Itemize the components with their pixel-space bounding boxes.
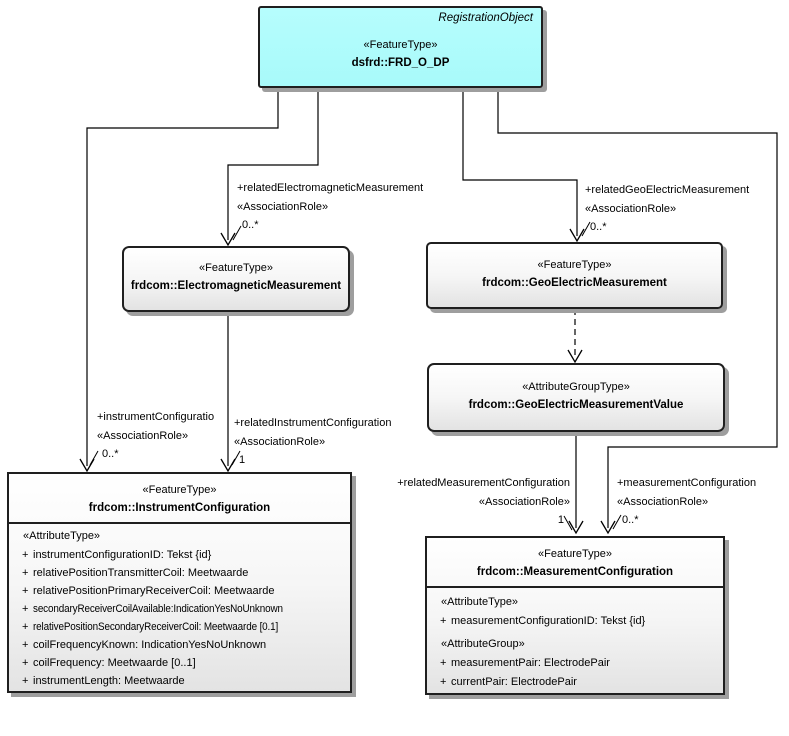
attribute-text: relativePositionTransmitterCoil: Meetwaarde bbox=[33, 567, 249, 579]
role-stereotype: «AssociationRole» bbox=[478, 495, 570, 508]
class-name: frdcom::GeoElectricMeasurement bbox=[482, 277, 667, 289]
attribute-row bbox=[9, 672, 348, 690]
attribute-text: relativePositionPrimaryReceiverCoil: Meetwaarde bbox=[33, 585, 275, 597]
class-box-instrumentconfiguration[interactable] bbox=[7, 472, 352, 693]
visibility-marker: + bbox=[440, 615, 447, 627]
role-name: +relatedGeoElectricMeasurement bbox=[585, 184, 750, 196]
stereotype-label: «FeatureType» bbox=[537, 259, 612, 271]
stereotype-label: «FeatureType» bbox=[199, 262, 273, 274]
class-box-electromagneticmeasurement[interactable] bbox=[122, 246, 350, 312]
role-name: +measurementConfiguration bbox=[617, 477, 757, 489]
role-stereotype: «AssociationRole» bbox=[97, 429, 189, 442]
class-header bbox=[427, 538, 723, 588]
role-name: +relatedMeasurementConfiguration bbox=[397, 477, 570, 489]
role-name: +relatedInstrumentConfiguration bbox=[234, 417, 392, 429]
class-header bbox=[9, 474, 350, 524]
visibility-marker: + bbox=[22, 675, 29, 687]
multiplicity: 1 bbox=[239, 454, 246, 466]
assoc-label-related-electromagnetic-measurement[interactable] bbox=[237, 179, 423, 235]
class-name: dsfrd::FRD_O_DP bbox=[351, 57, 450, 69]
attribute-text: secondaryReceiverCoilAvailable:IndicationYesNoUnknown bbox=[33, 603, 283, 615]
role-stereotype: «AssociationRole» bbox=[617, 495, 709, 508]
attribute-text: measurementConfigurationID: Tekst {id} bbox=[451, 615, 646, 627]
attribute-text: currentPair: ElectrodePair bbox=[451, 676, 577, 688]
assoc-label-related-measurement-configuration[interactable] bbox=[355, 474, 570, 530]
role-name: +relatedElectromagneticMeasurement bbox=[237, 182, 424, 194]
class-box-measurementconfiguration[interactable] bbox=[425, 536, 725, 695]
attribute-group-header: «AttributeGroup» bbox=[441, 638, 525, 650]
role-stereotype: «AssociationRole» bbox=[237, 200, 329, 213]
class-name: frdcom::MeasurementConfiguration bbox=[476, 566, 674, 578]
attribute-group-header: «AttributeType» bbox=[441, 596, 519, 608]
assoc-label-related-geoelectric-measurement[interactable] bbox=[585, 181, 749, 237]
multiplicity: 0..* bbox=[622, 514, 639, 526]
stereotype-label: «FeatureType» bbox=[538, 548, 612, 560]
multiplicity: 0..* bbox=[590, 221, 607, 233]
assoc-line-frd-to-geoelectricmeasurement[interactable] bbox=[463, 88, 577, 236]
attribute-row bbox=[9, 654, 348, 672]
attribute-text: measurementPair: ElectrodePair bbox=[451, 657, 610, 669]
visibility-marker: + bbox=[22, 585, 29, 597]
class-box-geoelectricmeasurementvalue[interactable] bbox=[427, 363, 725, 432]
class-name: frdcom::GeoElectricMeasurementValue bbox=[468, 399, 684, 411]
attribute-row bbox=[9, 618, 348, 636]
assoc-label-related-instrument-configuration[interactable] bbox=[234, 414, 391, 470]
class-box-geoelectricmeasurement[interactable] bbox=[426, 242, 723, 309]
visibility-marker: + bbox=[22, 549, 29, 561]
multiplicity: 1 bbox=[557, 514, 564, 526]
attribute-row bbox=[427, 673, 721, 692]
attribute-row bbox=[427, 612, 721, 631]
visibility-marker: + bbox=[22, 639, 29, 651]
classifier-tag: RegistrationObject bbox=[438, 12, 533, 24]
stereotype-label: «AttributeGroupType» bbox=[522, 381, 630, 393]
visibility-marker: + bbox=[22, 567, 29, 579]
attribute-row bbox=[427, 654, 721, 673]
multiplicity: 0..* bbox=[242, 219, 259, 231]
visibility-marker: + bbox=[440, 657, 447, 669]
stereotype-label: «FeatureType» bbox=[142, 484, 217, 496]
attribute-compartment bbox=[9, 524, 350, 690]
attribute-compartment bbox=[427, 588, 723, 692]
assoc-label-instrument-configuration[interactable] bbox=[97, 408, 214, 464]
attribute-text: instrumentConfigurationID: Tekst {id} bbox=[33, 549, 212, 561]
attribute-text: coilFrequency: Meetwaarde [0..1] bbox=[33, 657, 196, 669]
attribute-text: coilFrequencyKnown: IndicationYesNoUnknown bbox=[33, 639, 267, 651]
visibility-marker: + bbox=[440, 676, 447, 688]
stereotype-label: «FeatureType» bbox=[363, 39, 438, 51]
class-box-frd-o-dp[interactable] bbox=[258, 6, 543, 88]
class-name: frdcom::ElectromagneticMeasurement bbox=[130, 280, 342, 292]
role-stereotype: «AssociationRole» bbox=[585, 202, 677, 215]
visibility-marker: + bbox=[22, 657, 29, 669]
attribute-row bbox=[9, 636, 348, 654]
attribute-text: instrumentLength: Meetwaarde bbox=[33, 675, 185, 687]
role-stereotype: «AssociationRole» bbox=[234, 435, 326, 448]
attribute-text: relativePositionSecondaryReceiverCoil: Meetwaarde [0.1] bbox=[33, 621, 279, 633]
multiplicity: 0..* bbox=[102, 448, 119, 460]
class-name: frdcom::InstrumentConfiguration bbox=[88, 502, 271, 514]
attribute-row bbox=[9, 600, 348, 618]
visibility-marker: + bbox=[22, 621, 29, 633]
role-name: +instrumentConfiguratio bbox=[97, 411, 215, 423]
attribute-row bbox=[9, 582, 348, 600]
assoc-label-measurement-configuration[interactable] bbox=[617, 474, 756, 530]
attribute-row bbox=[9, 546, 348, 564]
visibility-marker: + bbox=[22, 603, 29, 615]
attribute-group-header: «AttributeType» bbox=[23, 530, 101, 542]
attribute-row bbox=[9, 564, 348, 582]
